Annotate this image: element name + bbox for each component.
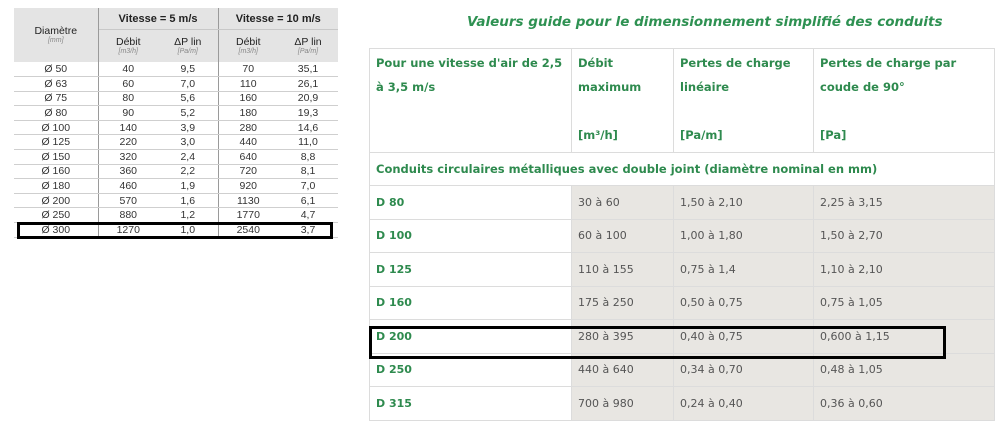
- value-cell: 920: [218, 179, 278, 194]
- value-cell: 0,40 à 0,75: [674, 320, 814, 354]
- value-cell: 7,0: [278, 179, 338, 194]
- duct-size-cell: D 125: [370, 253, 572, 287]
- value-cell: 0,36 à 0,60: [814, 387, 995, 421]
- sub-header-unit: [m3/h]: [118, 48, 138, 55]
- flow-5-header: [98, 30, 158, 63]
- value-cell: 0,75 à 1,4: [674, 253, 814, 287]
- value-cell: 40: [98, 62, 158, 77]
- left-table-row: [14, 120, 338, 135]
- value-cell: 110: [218, 77, 278, 92]
- value-cell: 1,2: [158, 208, 218, 223]
- value-cell: 180: [218, 106, 278, 121]
- value-cell: 3,9: [158, 120, 218, 135]
- value-cell: 60 à 100: [572, 219, 674, 253]
- value-cell: 0,50 à 0,75: [674, 286, 814, 320]
- diameter-cell: Ø 50: [14, 62, 98, 77]
- right-table-title: Valeurs guide pour le dimensionnement simplifié des conduits: [467, 14, 943, 30]
- section-header: Conduits circulaires métalliques avec double joint (diamètre nominal en mm): [370, 153, 995, 186]
- value-cell: 0,600 à 1,15: [814, 320, 995, 354]
- value-cell: 640: [218, 150, 278, 165]
- left-table-row: [14, 179, 338, 194]
- diameter-cell: Ø 125: [14, 135, 98, 150]
- right-duct-table: [369, 48, 995, 421]
- right-table-row: [370, 387, 995, 421]
- left-table-row: [14, 77, 338, 92]
- diameter-cell: Ø 80: [14, 106, 98, 121]
- left-table-row: [14, 135, 338, 150]
- right-table-row: [370, 219, 995, 253]
- value-cell: 2540: [218, 223, 278, 238]
- value-cell: 3,0: [158, 135, 218, 150]
- duct-size-cell: D 160: [370, 286, 572, 320]
- left-table-row: [14, 193, 338, 208]
- left-table-row: [14, 164, 338, 179]
- value-cell: 20,9: [278, 91, 338, 106]
- value-cell: 5,6: [158, 91, 218, 106]
- left-duct-table: [14, 8, 338, 238]
- duct-size-cell: D 315: [370, 387, 572, 421]
- column-header: Pour une vitesse d'air de 2,5 à 3,5 m/s: [370, 49, 572, 153]
- value-cell: 175 à 250: [572, 286, 674, 320]
- left-table-row: [14, 62, 338, 77]
- left-highlight-box: [17, 222, 333, 239]
- diameter-cell: Ø 75: [14, 91, 98, 106]
- value-cell: 440: [218, 135, 278, 150]
- value-cell: 1,9: [158, 179, 218, 194]
- value-cell: 14,6: [278, 120, 338, 135]
- value-cell: 1,50 à 2,70: [814, 219, 995, 253]
- value-cell: 8,1: [278, 164, 338, 179]
- value-cell: 1770: [218, 208, 278, 223]
- value-cell: 3,7: [278, 223, 338, 238]
- value-cell: 0,24 à 0,40: [674, 387, 814, 421]
- value-cell: 0,48 à 1,05: [814, 353, 995, 387]
- diameter-cell: Ø 300: [14, 223, 98, 238]
- column-header: Débit maximum [m³/h]: [572, 49, 674, 153]
- diameter-cell: Ø 200: [14, 193, 98, 208]
- left-table-row: [14, 106, 338, 121]
- left-table-row: [14, 208, 338, 223]
- diameter-header: [14, 8, 98, 62]
- value-cell: 570: [98, 193, 158, 208]
- value-cell: 9,5: [158, 62, 218, 77]
- value-cell: 220: [98, 135, 158, 150]
- value-cell: 1,6: [158, 193, 218, 208]
- value-cell: 280 à 395: [572, 320, 674, 354]
- value-cell: 280: [218, 120, 278, 135]
- value-cell: 1130: [218, 193, 278, 208]
- value-cell: 70: [218, 62, 278, 77]
- value-cell: 8,8: [278, 150, 338, 165]
- sub-header-unit: [m3/h]: [238, 48, 258, 55]
- speed-5-header: Vitesse = 5 m/s: [98, 8, 218, 30]
- left-table-row: [14, 150, 338, 165]
- value-cell: 460: [98, 179, 158, 194]
- sub-header-unit: [Pa/m]: [297, 48, 319, 55]
- value-cell: 1,50 à 2,10: [674, 186, 814, 220]
- value-cell: 1,0: [158, 223, 218, 238]
- value-cell: 4,7: [278, 208, 338, 223]
- sub-header-unit: [Pa/m]: [177, 48, 198, 55]
- flow-10-header: [218, 30, 278, 63]
- value-cell: 110 à 155: [572, 253, 674, 287]
- value-cell: 35,1: [278, 62, 338, 77]
- diameter-unit: [mm]: [47, 37, 64, 44]
- diameter-cell: Ø 150: [14, 150, 98, 165]
- value-cell: 160: [218, 91, 278, 106]
- value-cell: 700 à 980: [572, 387, 674, 421]
- value-cell: 26,1: [278, 77, 338, 92]
- value-cell: 880: [98, 208, 158, 223]
- diameter-cell: Ø 100: [14, 120, 98, 135]
- sub-header-label: ΔP lin: [294, 36, 322, 48]
- value-cell: 2,4: [158, 150, 218, 165]
- value-cell: 30 à 60: [572, 186, 674, 220]
- right-table-row: [370, 186, 995, 220]
- right-table-row: [370, 253, 995, 287]
- sub-header-label: Débit: [115, 36, 141, 48]
- column-header: Pertes de charge linéaire [Pa/m]: [674, 49, 814, 153]
- left-table-row: [14, 91, 338, 106]
- value-cell: 90: [98, 106, 158, 121]
- right-table-row: [370, 286, 995, 320]
- duct-size-cell: D 80: [370, 186, 572, 220]
- speed-10-header: Vitesse = 10 m/s: [218, 8, 338, 30]
- value-cell: 140: [98, 120, 158, 135]
- value-cell: 440 à 640: [572, 353, 674, 387]
- duct-size-cell: D 250: [370, 353, 572, 387]
- value-cell: 11,0: [278, 135, 338, 150]
- diameter-cell: Ø 180: [14, 179, 98, 194]
- value-cell: 7,0: [158, 77, 218, 92]
- diameter-label: Diamètre: [34, 25, 78, 37]
- value-cell: 720: [218, 164, 278, 179]
- value-cell: 2,2: [158, 164, 218, 179]
- diameter-cell: Ø 63: [14, 77, 98, 92]
- value-cell: 1270: [98, 223, 158, 238]
- value-cell: 19,3: [278, 106, 338, 121]
- value-cell: 2,25 à 3,15: [814, 186, 995, 220]
- duct-size-cell: D 200: [370, 320, 572, 354]
- value-cell: 320: [98, 150, 158, 165]
- diameter-cell: Ø 160: [14, 164, 98, 179]
- loss-10-header: [278, 30, 338, 63]
- value-cell: 360: [98, 164, 158, 179]
- value-cell: 80: [98, 91, 158, 106]
- column-header: Pertes de charge par coude de 90° [Pa]: [814, 49, 995, 153]
- sub-header-label: ΔP lin: [174, 36, 202, 48]
- value-cell: 0,34 à 0,70: [674, 353, 814, 387]
- value-cell: 0,75 à 1,05: [814, 286, 995, 320]
- loss-5-header: [158, 30, 218, 63]
- value-cell: 60: [98, 77, 158, 92]
- duct-size-cell: D 100: [370, 219, 572, 253]
- value-cell: 5,2: [158, 106, 218, 121]
- value-cell: 6,1: [278, 193, 338, 208]
- right-highlight-box: [369, 326, 946, 359]
- value-cell: 1,10 à 2,10: [814, 253, 995, 287]
- sub-header-label: Débit: [235, 36, 261, 48]
- diameter-cell: Ø 250: [14, 208, 98, 223]
- value-cell: 1,00 à 1,80: [674, 219, 814, 253]
